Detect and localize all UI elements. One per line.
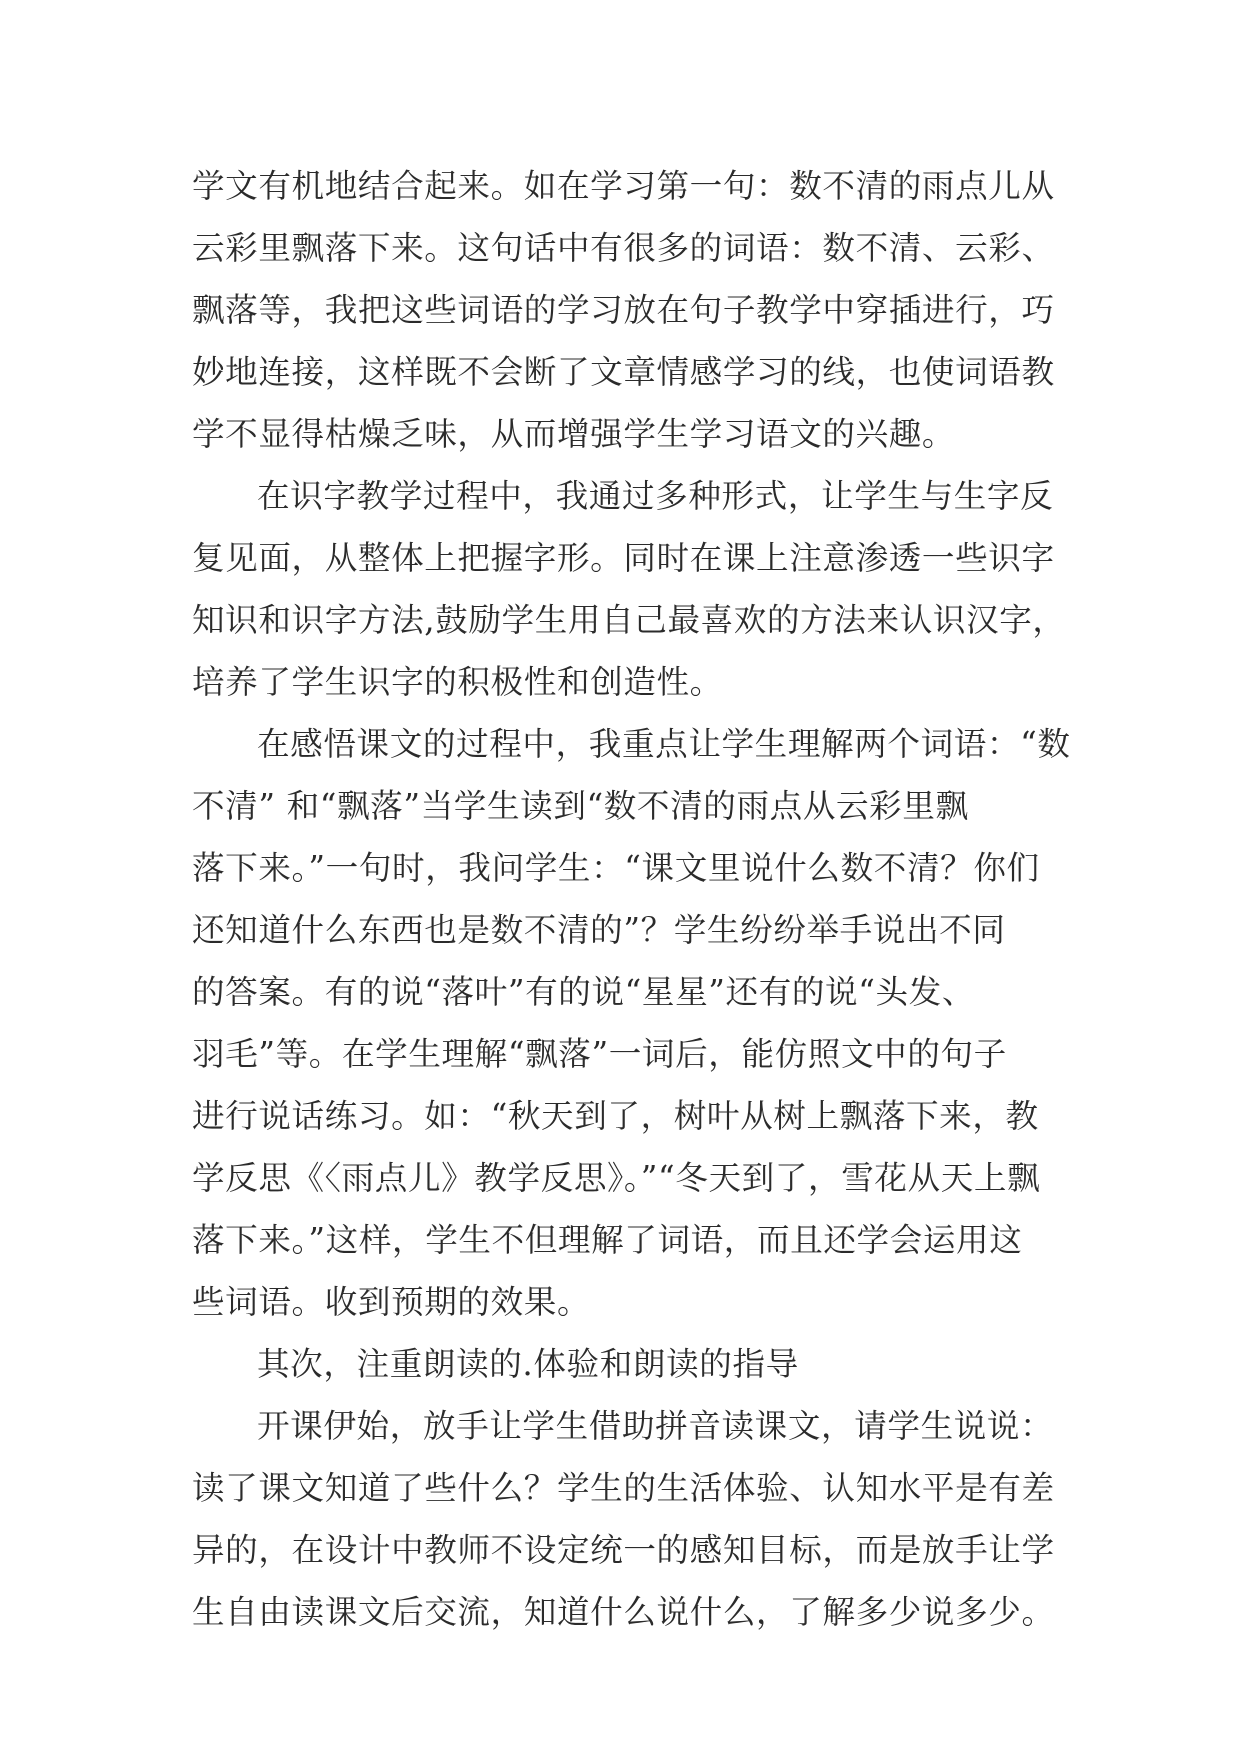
text-line: 知识和识字方法,鼓励学生用自己最喜欢的方法来认识汉字， bbox=[192, 601, 1066, 639]
paragraph-start-line: 开课伊始，放手让学生借助拼音读课文，请学生说说： bbox=[257, 1407, 1054, 1445]
text-line: 进行说话练习。如：“秋天到了，树叶从树上飘落下来，教 bbox=[192, 1097, 1039, 1135]
text-line: 异的，在设计中教师不设定统一的感知目标，而是放手让学 bbox=[192, 1531, 1055, 1569]
text-line: 不清” 和“飘落”当学生读到“数不清的雨点从云彩里飘 bbox=[192, 787, 969, 825]
section-heading-line: 其次，注重朗读的.体验和朗读的指导 bbox=[257, 1345, 799, 1383]
paragraph-start-line: 在感悟课文的过程中，我重点让学生理解两个词语：“数 bbox=[257, 725, 1071, 763]
text-line: 羽毛”等。在学生理解“飘落”一词后，能仿照文中的句子 bbox=[192, 1035, 1007, 1073]
text-line: 学文有机地结合起来。如在学习第一句：数不清的雨点儿从 bbox=[192, 167, 1055, 205]
text-line: 生自由读课文后交流，知道什么说什么，了解多少说多少。 bbox=[192, 1593, 1055, 1631]
paragraph-start-line: 在识字教学过程中，我通过多种形式，让学生与生字反 bbox=[257, 477, 1054, 515]
text-line: 落下来。”一句时，我问学生：“课文里说什么数不清？你们 bbox=[192, 849, 1040, 887]
text-line: 学反思《〈雨点儿》教学反思》。”“冬天到了，雪花从天上飘 bbox=[192, 1159, 1041, 1197]
text-line: 还知道什么东西也是数不清的”？学生纷纷举手说出不同 bbox=[192, 911, 1006, 949]
text-line: 学不显得枯燥乏味，从而增强学生学习语文的兴趣。 bbox=[192, 415, 956, 453]
body-text bbox=[192, 155, 1072, 1643]
text-line: 培养了学生识字的积极性和创造性。 bbox=[192, 663, 723, 701]
text-line: 复见面，从整体上把握字形。同时在课上注意渗透一些识字 bbox=[192, 539, 1055, 577]
text-line: 飘落等，我把这些词语的学习放在句子教学中穿插进行，巧 bbox=[192, 291, 1055, 329]
text-line: 落下来。”这样，学生不但理解了词语，而且还学会运用这 bbox=[192, 1221, 1023, 1259]
text-line: 的答案。有的说“落叶”有的说“星星”还有的说“头发、 bbox=[192, 973, 976, 1011]
text-line: 些词语。收到预期的效果。 bbox=[192, 1283, 591, 1321]
text-line: 读了课文知道了些什么？学生的生活体验、认知水平是有差 bbox=[192, 1469, 1055, 1507]
text-line: 云彩里飘落下来。这句话中有很多的词语：数不清、云彩、 bbox=[192, 229, 1055, 267]
text-line: 妙地连接，这样既不会断了文章情感学习的线，也使词语教 bbox=[192, 353, 1055, 391]
